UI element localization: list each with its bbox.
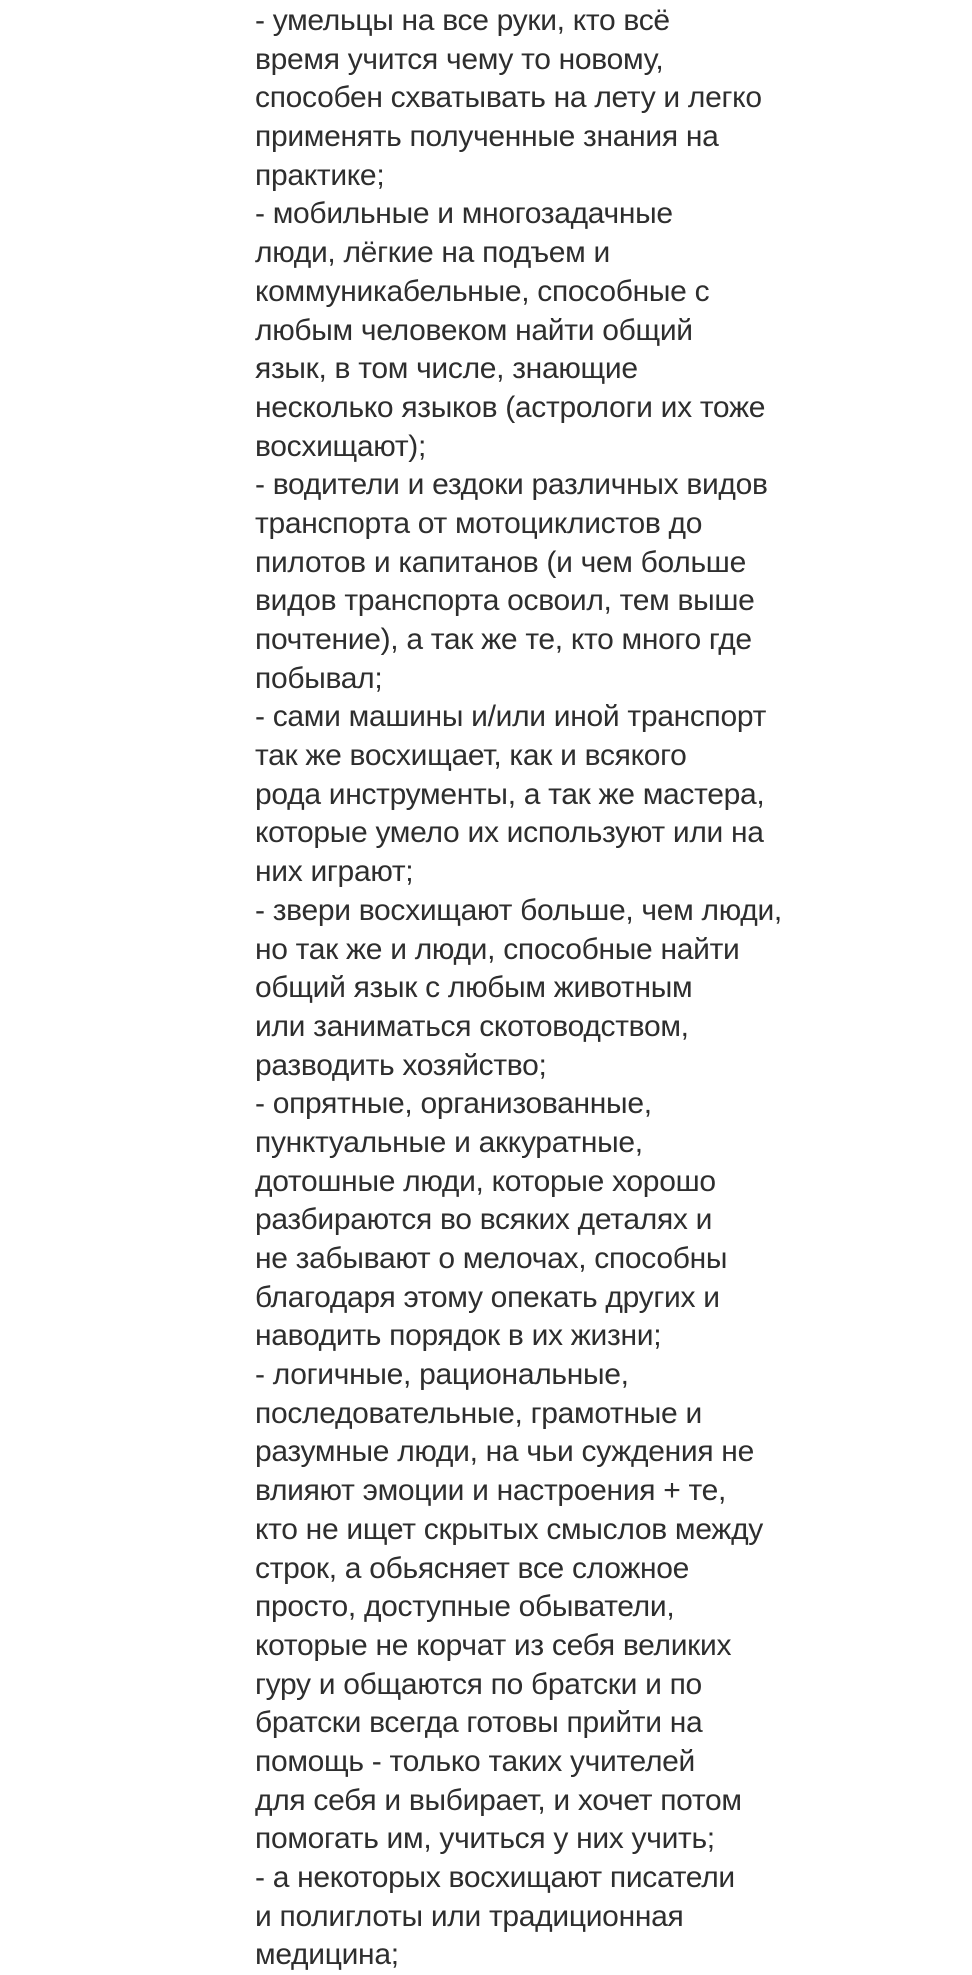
text-line: несколько языков (астрологи их тоже (255, 390, 766, 424)
text-line: транспорта от мотоциклистов до (255, 506, 703, 540)
text-line: практике; (255, 158, 385, 192)
text-line: - сами машины и/или иной транспорт (255, 700, 767, 734)
text-line: которые умело их используют или на (255, 816, 764, 850)
text-line: для себя и выбирает, и хочет потом (255, 1783, 742, 1817)
text-line: общий язык с любым животным (255, 971, 693, 1005)
text-line: способен схватывать на лету и легко (255, 81, 762, 115)
text-line: время учится чему то новому, (255, 42, 664, 76)
text-line: наводить порядок в их жизни; (255, 1319, 662, 1353)
text-line: и полиглоты или традиционная (255, 1899, 684, 1933)
text-line: не забывают о мелочах, способны (255, 1242, 728, 1275)
text-line: них играют; (255, 855, 414, 889)
text-line: пунктуальные и аккуратные, (255, 1125, 643, 1159)
text-line: побывал; (255, 661, 383, 695)
text-line: помощь - только таких учителей (255, 1744, 695, 1778)
text-line: - звери восхищают больше, чем люди, (255, 893, 782, 927)
text-line: строк, а обьясняет все сложное (255, 1551, 690, 1585)
text-line: восхищают); (255, 429, 427, 463)
text-line: которые не корчат из себя великих (255, 1628, 732, 1662)
text-line: гуру и общаются по братски и по (255, 1667, 702, 1701)
text-line: люди, лёгкие на подъем и (255, 236, 610, 270)
text-line: просто, доступные обыватели, (255, 1590, 675, 1624)
text-line: видов транспорта освоил, тем выше (255, 584, 755, 618)
text-line: разумные люди, на чьи суждения не (255, 1435, 754, 1469)
text-line: любым человеком найти общий (255, 313, 693, 347)
text-line: - опрятные, организованные, (255, 1087, 652, 1121)
text-line: - умельцы на все руки, кто всё (255, 4, 670, 37)
text-line: - логичные, рациональные, (255, 1358, 629, 1392)
text-line: применять полученные знания на (255, 120, 719, 154)
text-line: язык, в том числе, знающие (255, 352, 638, 386)
text-line: последовательные, грамотные и (255, 1396, 702, 1430)
text-line: разбираются во всяких деталях и (255, 1203, 713, 1237)
text-line: помогать им, учиться у них учить; (255, 1822, 715, 1856)
text-line: рода инструменты, а так же мастера, (255, 777, 765, 811)
text-line: влияют эмоции и настроения + те, (255, 1474, 727, 1508)
text-line: медицина; (255, 1938, 399, 1972)
text-line: - а некоторых восхищают писатели (255, 1861, 735, 1894)
text-line: дотошные люди, которые хорошо (255, 1164, 716, 1198)
text-line: - водители и ездоки различных видов (255, 468, 768, 502)
text-line: или заниматься скотоводством, (255, 1009, 689, 1043)
text-line: пилотов и капитанов (и чем больше (255, 545, 746, 579)
text-line: кто не ищет скрытых смыслов между (255, 1512, 763, 1546)
text-line: братски всегда готовы прийти на (255, 1706, 703, 1740)
text-line: разводить хозяйство; (255, 1048, 547, 1082)
text-line: коммуникабельные, способные с (255, 274, 710, 308)
document-text (255, 2, 895, 1975)
text-line: благодаря этому опекать других и (255, 1280, 720, 1314)
text-line: - мобильные и многозадачные (255, 197, 673, 231)
text-line: почтение), а так же те, кто много где (255, 623, 752, 656)
text-line: так же восхищает, как и всякого (255, 739, 687, 773)
text-line: но так же и люди, способные найти (255, 932, 740, 966)
